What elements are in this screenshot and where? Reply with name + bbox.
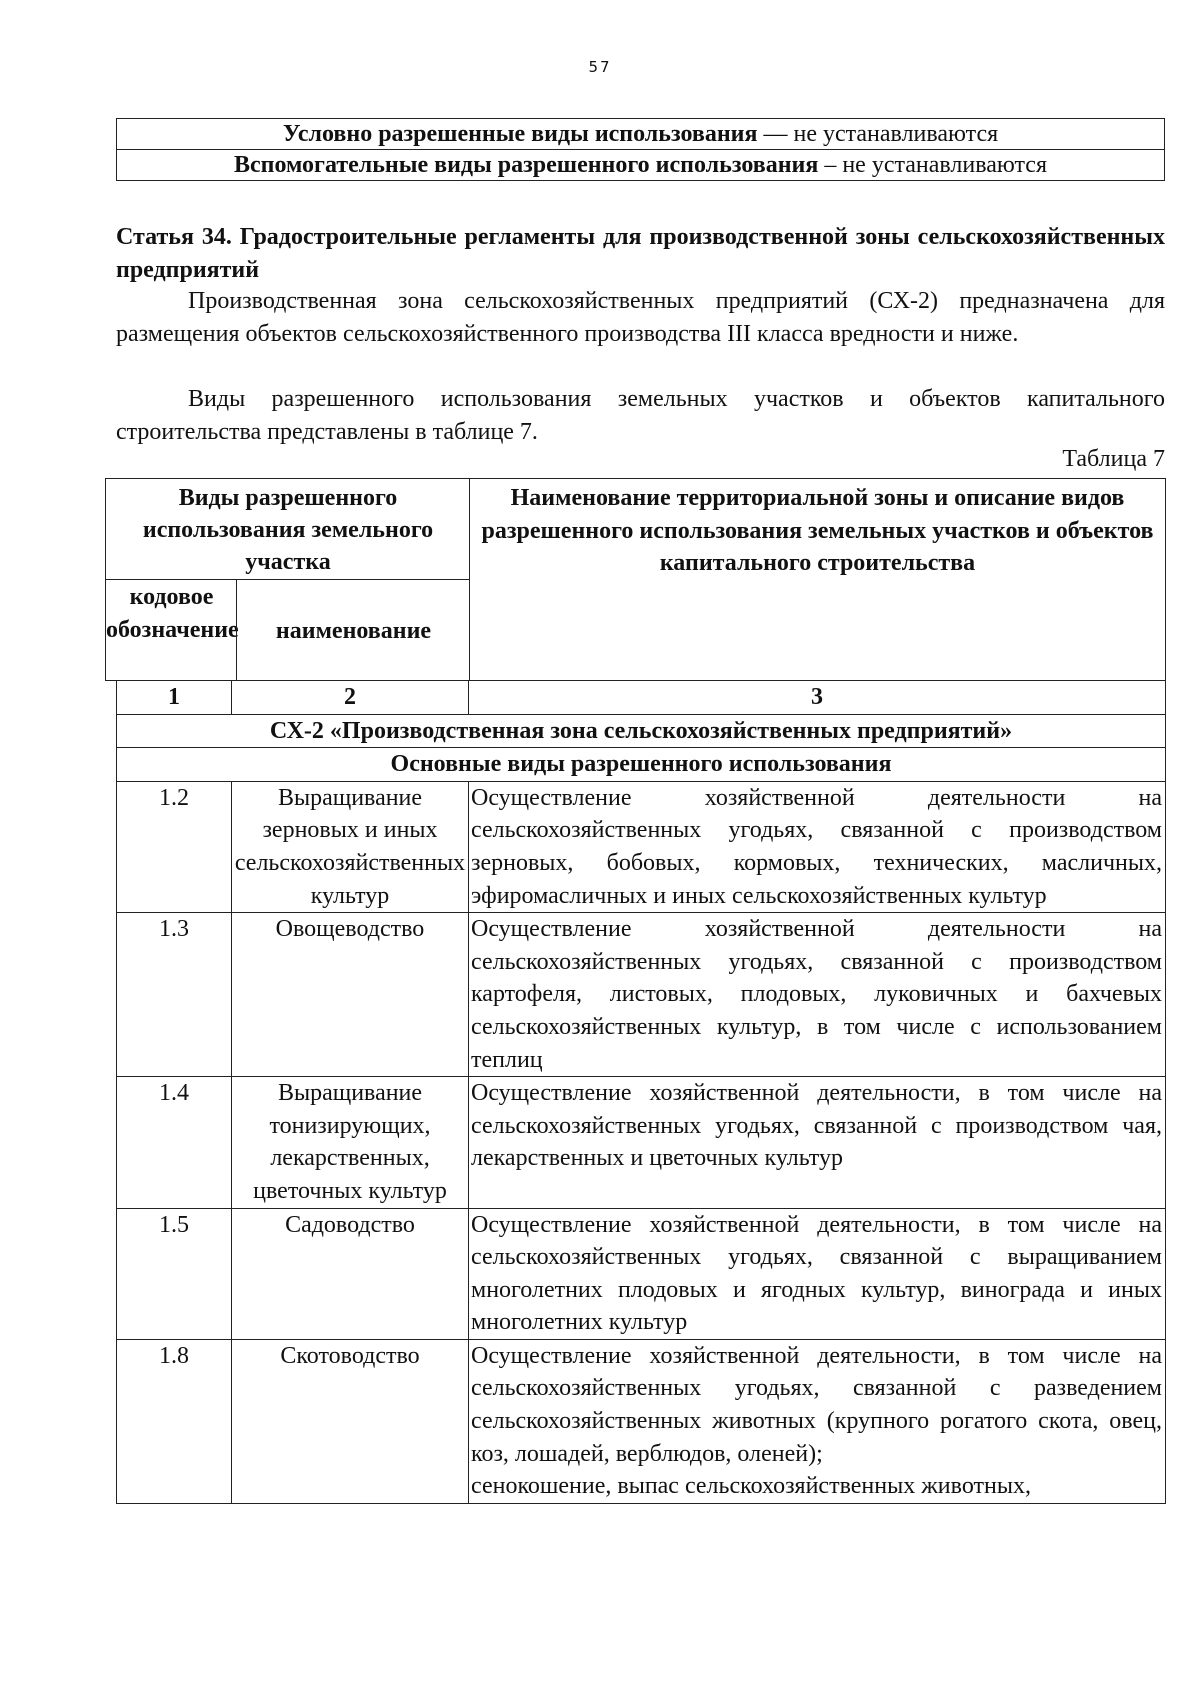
header-permitted-uses-text: Виды разрешенного использования земельного участка <box>142 485 434 575</box>
row-code: 1.8 <box>117 1339 232 1503</box>
conditional-uses-label: Условно разрешенные виды использования <box>282 121 758 147</box>
header-zone-description-text: Наименование территориальной зоны и описание видов разрешенного использования земельных участков и объектов капитального строительства <box>481 485 1154 576</box>
row-description: Осуществление хозяйственной деятельности на сельскохозяйственных угодьях, связанной с производством зерновых, бобовых, кормовых, технических, масличных, эфиромасличных и иных сельскохозяйственных культур <box>469 781 1166 912</box>
article-paragraph-2: Виды разрешенного использования земельных участков и объектов капитального строительства представлены в таблице 7. <box>116 386 1165 445</box>
header-zone-description <box>469 478 1166 681</box>
header-permitted-uses <box>105 478 470 580</box>
conditional-uses-row <box>117 119 1165 150</box>
article-paragraph-1: Производственная зона сельскохозяйственных предприятий (СХ-2) предназначена для размещения объектов сельскохозяйственного производства III класса вредности и ниже. <box>116 288 1165 347</box>
row-name: Овощеводство <box>232 913 469 1077</box>
conditional-uses-value: — не устанавливаются <box>757 121 999 147</box>
column-number: 1 <box>117 681 232 715</box>
row-description-cell <box>469 1339 1166 1503</box>
table-label: Таблица 7 <box>1062 446 1165 472</box>
auxiliary-uses-value: – не устанавливаются <box>818 152 1047 178</box>
article-heading: Статья 34. Градостроительные регламенты для производственной зоны сельскохозяйственных предприятий <box>116 224 1165 283</box>
row-code: 1.4 <box>117 1077 232 1208</box>
zone-title-row <box>117 714 1166 748</box>
section-title: Основные виды разрешенного использования <box>117 748 1166 782</box>
row-description: Осуществление хозяйственной деятельности на сельскохозяйственных угодьях, связанной с производством картофеля, листовых, плодовых, луковичных и бахчевых сельскохозяйственных культур, в том числе с использованием теплиц <box>469 913 1166 1077</box>
table-row <box>117 1208 1166 1339</box>
section-title-row <box>117 748 1166 782</box>
table-row <box>117 1339 1166 1503</box>
zone-title: СХ-2 «Производственная зона сельскохозяйственных предприятий» <box>117 714 1166 748</box>
row-code: 1.3 <box>117 913 232 1077</box>
row-description: Осуществление хозяйственной деятельности, в том числе на сельскохозяйственных угодьях, связанной с производством чая, лекарственных и цветочных культур <box>469 1077 1166 1208</box>
page-number: 57 <box>588 58 612 76</box>
auxiliary-uses-row <box>117 150 1165 181</box>
table-row <box>117 913 1166 1077</box>
row-description-continuation: сенокошение, выпас сельскохозяйственных животных, <box>471 1473 1031 1500</box>
row-name: Садоводство <box>232 1208 469 1339</box>
row-name: Выращивание зерновых и иных сельскохозяйственных культур <box>232 781 469 912</box>
row-code: 1.2 <box>117 781 232 912</box>
table-row <box>117 1077 1166 1208</box>
row-description: Осуществление хозяйственной деятельности, в том числе на сельскохозяйственных угодьях, связанной с выращиванием многолетних плодовых и ягодных культур, винограда и иных многолетних культур <box>469 1208 1166 1339</box>
header-name-text: наименование <box>275 618 432 644</box>
conditional-uses-table <box>116 118 1165 181</box>
table-row <box>117 781 1166 912</box>
row-name: Скотоводство <box>232 1339 469 1503</box>
header-code-text: кодовое обозначение <box>106 584 239 643</box>
auxiliary-uses-label: Вспомогательные виды разрешенного использования <box>233 152 819 178</box>
permitted-uses-table <box>116 680 1166 1504</box>
row-description: Осуществление хозяйственной деятельности, в том числе на сельскохозяйственных угодьях, связанной с разведением сельскохозяйственных животных (крупного рогатого скота, овец, коз, лошадей, верблюдов, оленей); <box>471 1342 1162 1467</box>
column-number: 2 <box>232 681 469 715</box>
header-code <box>105 579 237 681</box>
column-numbers-row <box>117 681 1166 715</box>
row-code: 1.5 <box>117 1208 232 1339</box>
row-name: Выращивание тонизирующих, лекарственных, цветочных культур <box>232 1077 469 1208</box>
header-name <box>236 579 470 681</box>
column-number: 3 <box>469 681 1166 715</box>
